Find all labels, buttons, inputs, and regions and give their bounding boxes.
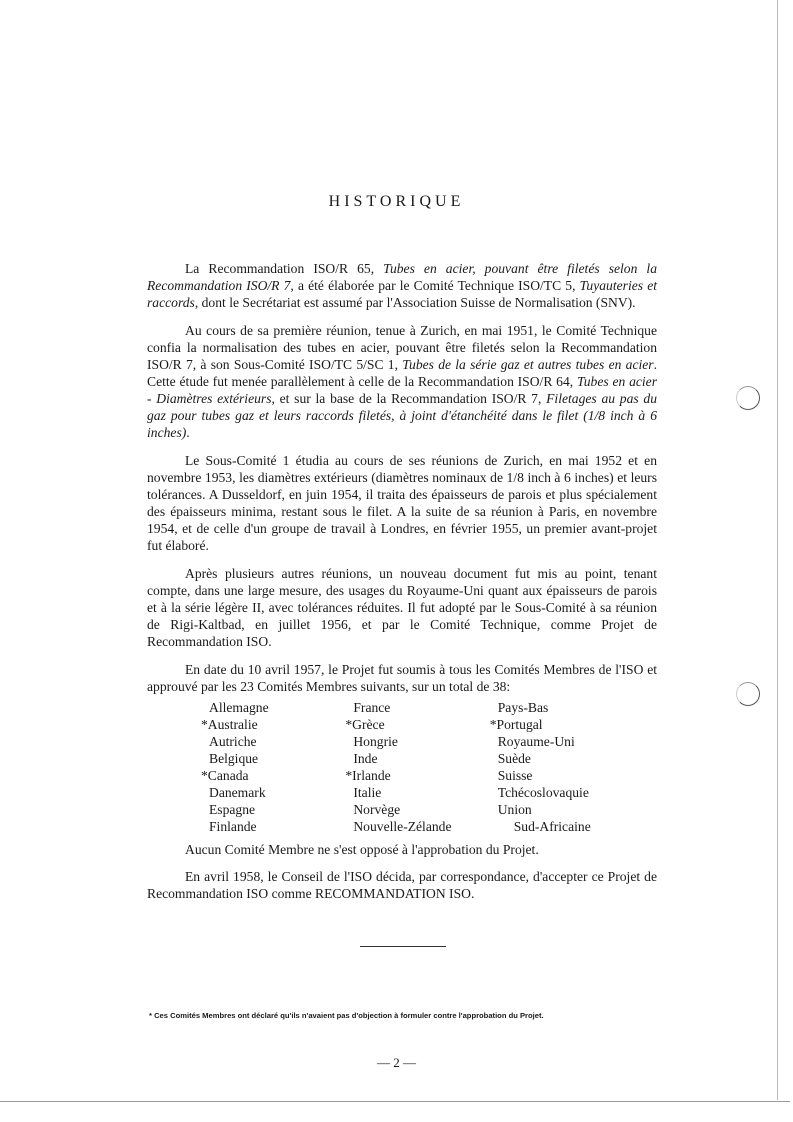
country-item: Allemagne (209, 700, 269, 715)
country-item: Tchécoslovaquie (497, 785, 589, 800)
punch-hole-icon (736, 682, 760, 706)
country-item: Nouvelle-Zélande (353, 819, 452, 834)
text-run: , et sur la base de la Recommandation ISO/R 7, (271, 391, 547, 406)
country-item: *Portugal (489, 717, 543, 732)
country-item: Royaume-Uni (497, 734, 575, 749)
country-item: Pays-Bas (497, 700, 549, 715)
country-column-3 (489, 699, 657, 835)
country-item: Danemark (209, 785, 266, 800)
country-item: *Irlande (345, 768, 391, 783)
text-run: . (186, 425, 190, 440)
paragraph-6: Aucun Comité Membre ne s'est opposé à l'approbation du Projet. (185, 842, 539, 857)
footnote: * Ces Comités Membres ont déclaré qu'ils n'avaient pas d'objection à formuler contre l'approbation du Projet. (149, 1011, 544, 1020)
document-body (147, 260, 657, 913)
country-column-1 (201, 699, 353, 835)
italic-title: Tuyauteries et raccords (147, 278, 657, 310)
paragraph-7: En avril 1958, le Conseil de l'ISO décida, par correspondance, d'accepter ce Projet de Recommandation ISO comme RECOMMANDATION ISO. (147, 869, 657, 901)
country-item: Suisse (497, 768, 533, 783)
italic-title: Filetages au pas du gaz pour tubes gaz et leurs raccords filetés, à joint d'étanchéité dans le filet (1/8 inch à 6 inches) (147, 391, 657, 440)
text-run: Au cours de sa première réunion, tenue à Zurich, en mai 1951, le Comité Technique confia la normalisation des tubes en acier, pouvant être filetés selon la Recommandation ISO/R 7, à son Sous-Comité ISO/TC 5/SC 1, (147, 323, 657, 372)
country-item: Inde (353, 751, 378, 766)
punch-hole-icon (736, 386, 760, 410)
country-item: Sud-Africaine (513, 819, 591, 834)
country-item: Italie (353, 785, 382, 800)
scan-edge-right (777, 0, 778, 1100)
italic-title: Tubes en acier, pouvant être filetés selon la Recommandation ISO/R 7 (147, 261, 658, 293)
country-item: Norvège (353, 802, 401, 817)
section-divider (360, 946, 446, 947)
page-title: HISTORIQUE (328, 193, 465, 210)
country-item: Belgique (209, 751, 259, 766)
country-item: *Australie (201, 717, 258, 732)
country-item: Hongrie (353, 734, 398, 749)
text-run: . Cette étude fut menée parallèlement à celle de la Recommandation ISO/R 64, (147, 357, 657, 389)
paragraph-3: Le Sous-Comité 1 étudia au cours de ses réunions de Zurich, en mai 1952 et en novembre 1953, les diamètres extérieurs (diamètres nominaux de 1/8 inch à 6 inches) et leurs tolérances. A Dusseldorf, en juin 1954, il traita des épaisseurs de parois et plus spécialement des épaisseurs minima, restant sous le filet. A la suite de sa réunion à Paris, en novembre 1954, et de celle d'un groupe de travail à Londres, en février 1955, un premier avant-projet fut élaboré. (147, 453, 657, 553)
country-column-2 (345, 699, 497, 835)
country-item: *Canada (201, 768, 249, 783)
text-run: , dont le Secrétariat est assumé par l'Association Suisse de Normalisation (SNV). (194, 295, 636, 310)
country-item: Union (497, 802, 532, 817)
italic-title: Tubes de la série gaz et autres tubes en acier (402, 357, 654, 372)
scan-edge-bottom (0, 1101, 790, 1102)
paragraph-2 (147, 322, 657, 441)
text-run: La Recommandation ISO/R 65, (185, 261, 384, 276)
paragraph-1 (147, 260, 657, 311)
paragraph-5: En date du 10 avril 1957, le Projet fut soumis à tous les Comités Membres de l'ISO et approuvé par les 23 Comités Membres suivants, sur un total de 38: (147, 662, 657, 694)
country-item: Suède (497, 751, 531, 766)
country-item: Espagne (209, 802, 256, 817)
country-item: *Grèce (345, 717, 385, 732)
paragraph-4: Après plusieurs autres réunions, un nouveau document fut mis au point, tenant compte, dans une large mesure, des usages du Royaume-Uni quant aux épaisseurs de parois et à la série légère II, avec tolérances réduites. Il fut adopté par le Sous-Comité à sa réunion de Rigi-Kaltbad, en juillet 1956, et par le Comité Technique, comme Projet de Recommandation ISO. (147, 566, 657, 649)
page-number: — 2 — (377, 1055, 416, 1070)
country-item: France (353, 700, 391, 715)
country-item: Finlande (209, 819, 257, 834)
italic-title: Tubes en acier - Diamètres extérieurs (147, 374, 657, 406)
country-item: Autriche (209, 734, 257, 749)
text-run: , a été élaborée par le Comité Technique ISO/TC 5, (290, 278, 580, 293)
country-list (147, 699, 657, 835)
